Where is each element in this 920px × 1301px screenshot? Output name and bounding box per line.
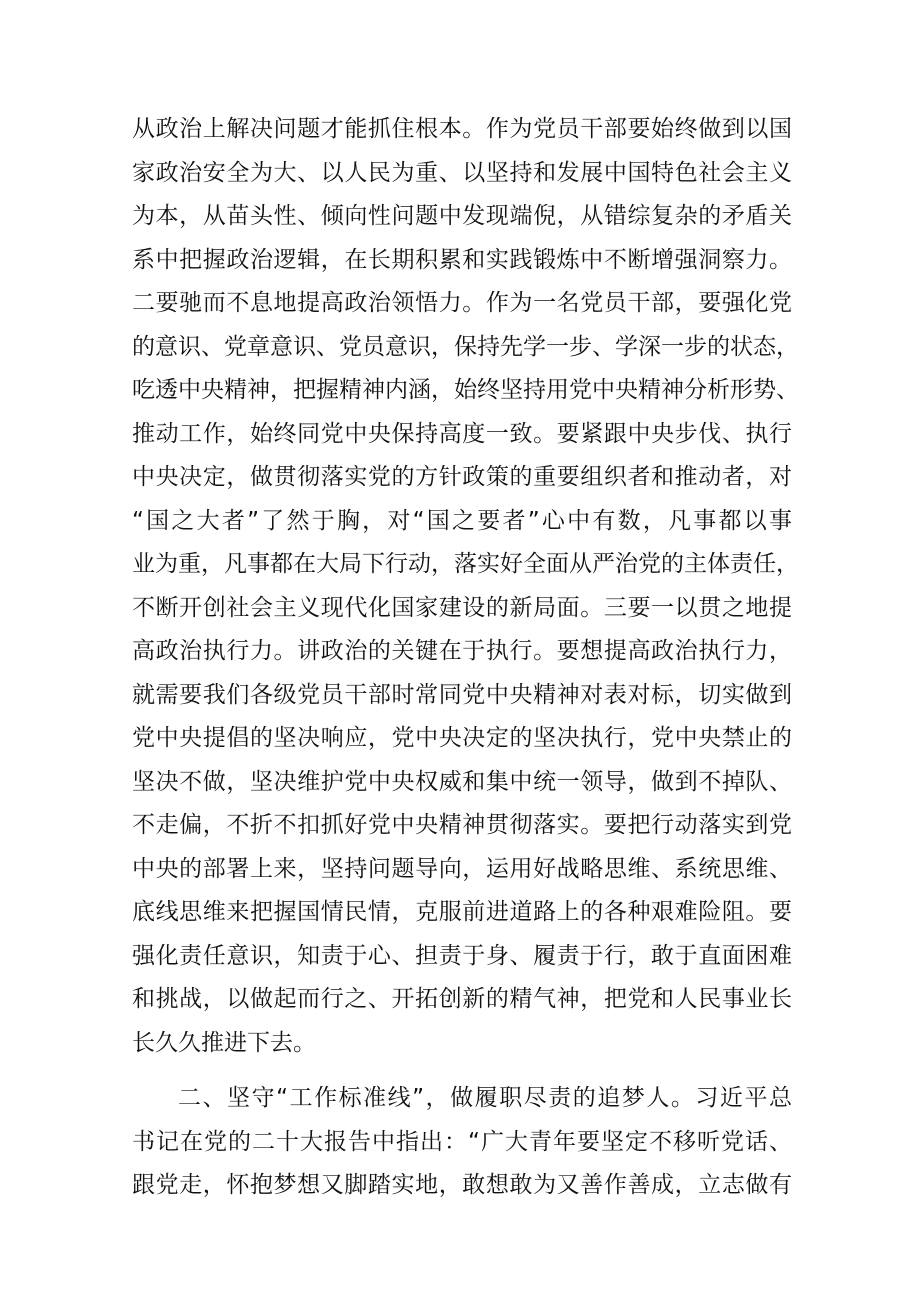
text-line: 书记在党的二十大报告中指出：“广大青年要坚定不移听党话、 [132, 1128, 792, 1155]
text-line: 高政治执行力。讲政治的关键在于执行。要想提高政治执行力， [132, 638, 792, 664]
text-line: 业为重，凡事都在大局下行动，落实好全面从严治党的主体责任， [132, 551, 799, 577]
text-line: 的意识、党章意识、党员意识，保持先学一步、学深一步的状态， [132, 333, 799, 360]
text-line: 从政治上解决问题才能抓住根本。作为党员干部要始终做到以国 [132, 116, 792, 142]
text-line: 中央决定，做贯彻落实党的方针政策的重要组织者和推动者，对 [132, 464, 792, 490]
text-line: 不走偏，不折不扣抓好党中央精神贯彻落实。要把行动落实到党 [132, 812, 792, 838]
text-line: 坚决不做，坚决维护党中央权威和集中统一领导，做到不掉队、 [132, 768, 792, 795]
paragraph-1 [132, 108, 799, 1065]
text-line: 跟党走，怀抱梦想又脚踏实地，敢想敢为又善作善成，立志做有 [132, 1172, 792, 1198]
paragraph-gap [132, 1065, 792, 1077]
body-text [132, 108, 799, 1208]
text-line: 底线思维来把握国情民情，克服前进道路上的各种艰难险阻。要 [132, 899, 792, 925]
text-line: 和挑战，以做起而行之、开拓创新的精气神，把党和人民事业长 [132, 986, 792, 1012]
paragraph-2 [132, 1077, 792, 1208]
text-line: 二、坚守“工作标准线”，做履职尽责的追梦人。习近平总 [178, 1085, 792, 1111]
text-line: 长久久推进下去。 [132, 1029, 316, 1056]
text-line: 吃透中央精神，把握精神内涵，始终坚持用党中央精神分析形势、 [132, 377, 799, 403]
text-line: 家政治安全为大、以人民为重、以坚持和发展中国特色社会主义 [132, 159, 792, 186]
text-line: 强化责任意识，知责于心、担责于身、履责于行，敢于直面困难 [132, 942, 792, 969]
text-line: 党中央提倡的坚决响应，党中央决定的坚决执行，党中央禁止的 [132, 725, 792, 751]
text-line: 推动工作，始终同党中央保持高度一致。要紧跟中央步伐、执行 [132, 420, 792, 447]
text-line: “国之大者”了然于胸，对“国之要者”心中有数，凡事都以事 [132, 507, 792, 534]
text-line: 二要驰而不息地提高政治领悟力。作为一名党员干部，要强化党 [132, 290, 792, 316]
text-line: 系中把握政治逻辑，在长期积累和实践锻炼中不断增强洞察力。 [132, 246, 792, 273]
text-line: 为本，从苗头性、倾向性问题中发现端倪，从错综复杂的矛盾关 [132, 203, 792, 229]
text-line: 就需要我们各级党员干部时常同党中央精神对表对标，切实做到 [132, 681, 792, 708]
text-line: 不断开创社会主义现代化国家建设的新局面。三要一以贯之地提 [132, 594, 792, 621]
text-line: 中央的部署上来，坚持问题导向，运用好战略思维、系统思维、 [132, 855, 792, 882]
